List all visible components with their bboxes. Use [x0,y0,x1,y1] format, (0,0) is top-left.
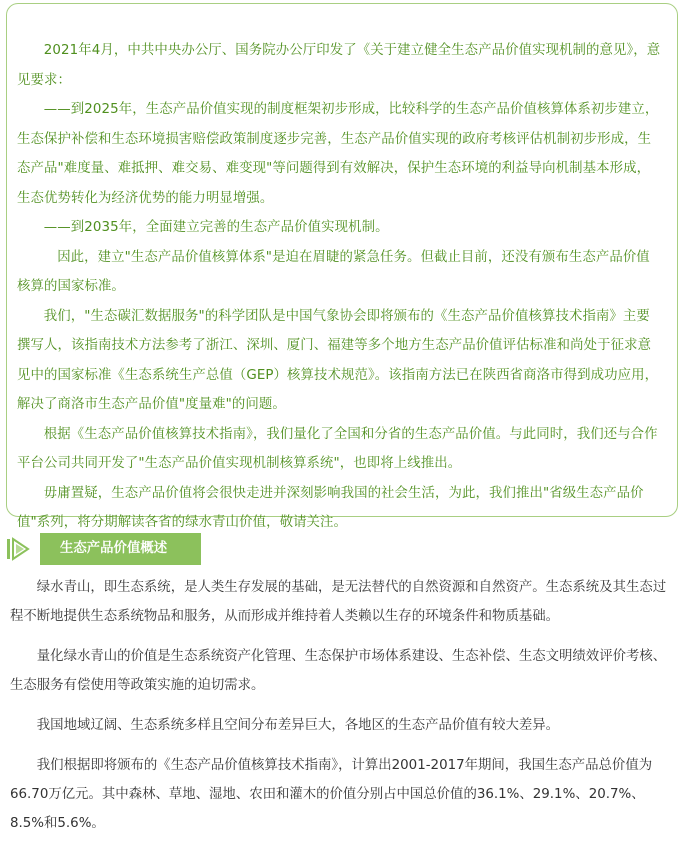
intro-box [6,3,678,530]
body-paragraph-2: 量化绿水青山的价值是生态系统资产化管理、生态保护市场体系建设、生态补偿、生态文明绩效评价考核、生态服务有偿使用等政策实施的迫切需求。 [10,649,667,693]
section-title: 生态产品价值概述 [40,533,201,565]
intro-paragraph-3: ——到2035年，全面建立完善的生态产品价值实现机制。 [43,220,389,235]
body-paragraph-4: 我们根据即将颁布的《生态产品价值核算技术指南》，计算出2001-2017年期间，我国生态产品总价值为66.70万亿元。其中森林、草地、湿地、农田和灌木的价值分别占中国总价值的36.1%、29.1%、20.7%、8.5%和5.6%。 [10,758,653,831]
section-heading [6,533,206,565]
play-arrow-icon [6,537,30,561]
body-paragraph-1: 绿水青山，即生态系统，是人类生存发展的基础，是无法替代的自然资源和自然资产。生态系统及其生态过程不断地提供生态系统物品和服务，从而形成并维持着人类赖以生存的环境条件和物质基础。 [10,580,667,624]
intro-paragraph-7: 毋庸置疑，生态产品价值将会很快走进并深刻影响我国的社会生活，为此，我们推出"省级生态产品价值"系列，将分期解读各省的绿水青山价值，敬请关注。 [17,485,644,530]
intro-paragraph-2: ——到2025年，生态产品价值实现的制度框架初步形成，比较科学的生态产品价值核算体系初步建立，生态保护补偿和生态环境损害赔偿政策制度逐步完善，生态产品价值实现的政府考核评估机制初步形成，生态产品"难度量、难抵押、难交易、难变现"等问题得到有效解决，保护生态环境的利益导向机制基本形成，生态优势转化为经济优势的能力明显增强。 [17,102,659,206]
intro-paragraph-6: 根据《生态产品价值核算技术指南》，我们量化了全国和分省的生态产品价值。与此同时，我们还与合作平台公司共同开发了"生态产品价值实现机制核算系统"，也即将上线推出。 [17,426,658,471]
intro-paragraph-1: 2021年4月，中共中央办公厅、国务院办公厅印发了《关于建立健全生态产品价值实现机制的意见》，意见要求： [17,43,661,88]
article-body [10,573,678,849]
intro-paragraph-4: 因此，建立"生态产品价值核算体系"是迫在眉睫的紧急任务。但截止目前，还没有颁布生态产品价值核算的国家标准。 [17,249,650,294]
intro-paragraph-5: 我们，"生态碳汇数据服务"的科学团队是中国气象协会即将颁布的《生态产品价值核算技术指南》主要撰写人，该指南技术方法参考了浙江、深圳、厦门、福建等多个地方生态产品价值评估标准和尚处于征求意见中的国家标准《生态系统生产总值（GEP）核算技术规范》。该指南方法已在陕西省商洛市得到成功应用，解决了商洛市生态产品价值"度量难"的问题。 [17,308,659,412]
body-paragraph-3: 我国地域辽阔、生态系统多样且空间分布差异巨大，各地区的生态产品价值有较大差异。 [36,718,560,733]
